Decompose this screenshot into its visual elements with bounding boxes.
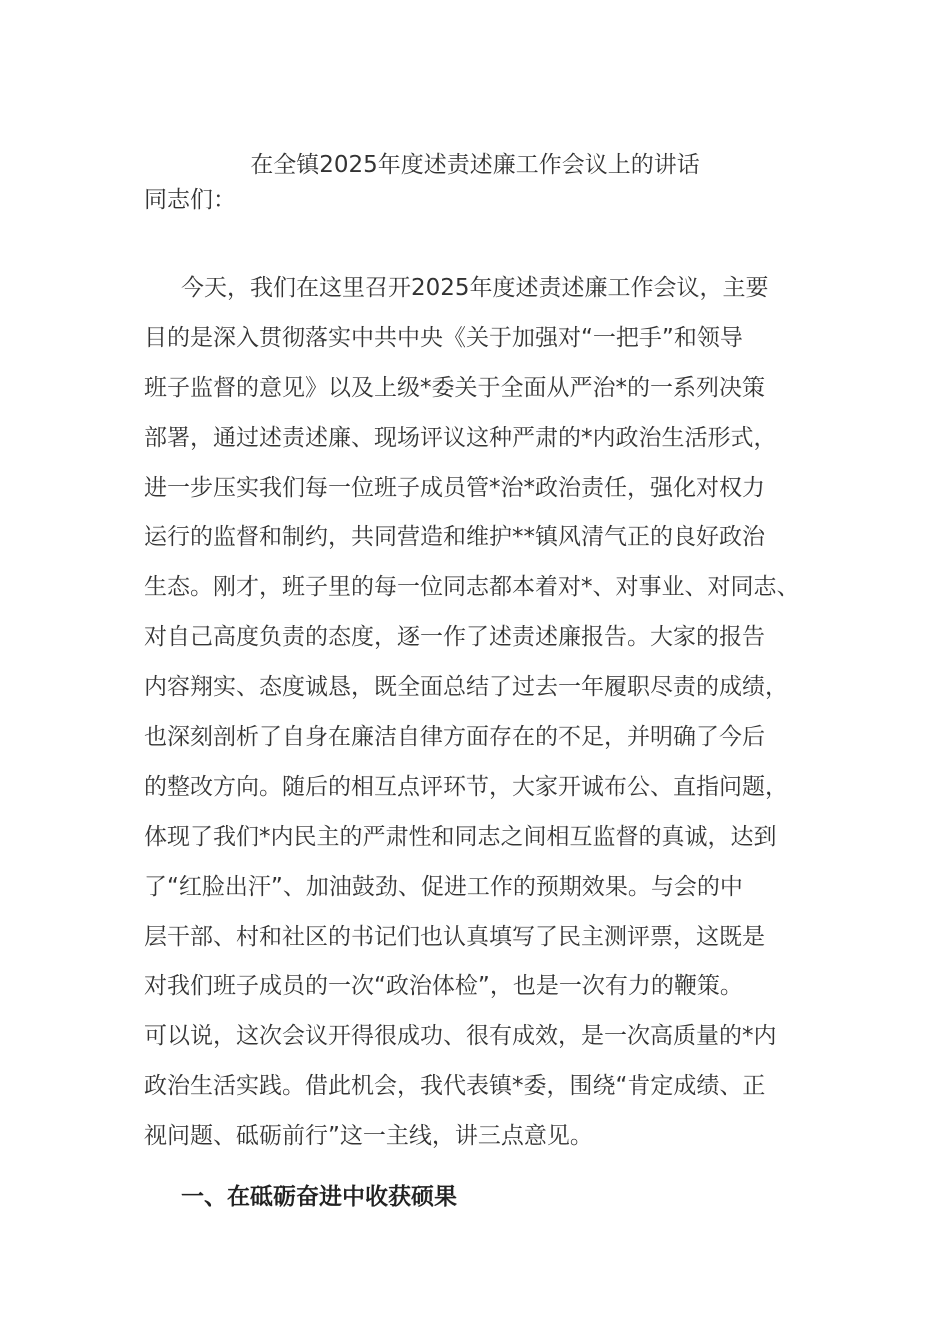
opening-paragraph [144, 271, 834, 1169]
document-title: 在全镇2025年度述责述廉工作会议上的讲话 [250, 152, 700, 178]
paragraph-line: 层干部、村和社区的书记们也认真填写了民主测评票，这既是 [144, 923, 765, 950]
paragraph-line: 进一步压实我们每一位班子成员管*治*政治责任，强化对权力 [144, 474, 765, 501]
paragraph-line: 今天，我们在这里召开2025年度述责述廉工作会议，主要 [181, 275, 769, 301]
paragraph-line: 政治生活实践。借此机会，我代表镇*委，围绕“肯定成绩、正 [144, 1073, 766, 1100]
paragraph-line: 内容翔实、态度诚恳，既全面总结了过去一年履职尽责的成绩， [144, 674, 788, 701]
paragraph-line: 对我们班子成员的一次“政治体检”，也是一次有力的鞭策。 [144, 973, 743, 1000]
paragraph-line: 部署，通过述责述廉、现场评议这种严肃的*内政治生活形式， [144, 424, 777, 451]
section-heading: 一、在砥砺奋进中收获硕果 [181, 1184, 457, 1210]
paragraph-line: 视问题、砥砺前行”这一主线，讲三点意见。 [144, 1123, 593, 1150]
paragraph-line: 对自己高度负责的态度，逐一作了述责述廉报告。大家的报告 [144, 624, 765, 651]
paragraph-line: 可以说，这次会议开得很成功、很有成效，是一次高质量的*内 [144, 1023, 777, 1050]
paragraph-line: 目的是深入贯彻落实中共中央《关于加强对“一把手”和领导 [144, 324, 743, 351]
paragraph-line: 运行的监督和制约，共同营造和维护**镇风清气正的良好政治 [144, 524, 765, 551]
paragraph-line: 的整改方向。随后的相互点评环节，大家开诚布公、直指问题， [144, 773, 788, 800]
paragraph-line: 也深刻剖析了自身在廉洁自律方面存在的不足，并明确了今后 [144, 724, 765, 751]
salutation: 同志们： [144, 187, 236, 213]
paragraph-line: 了“红脸出汗”、加油鼓劲、促进工作的预期效果。与会的中 [144, 873, 743, 900]
paragraph-line: 班子监督的意见》以及上级*委关于全面从严治*的一系列决策 [144, 374, 765, 401]
paragraph-line: 体现了我们*内民主的严肃性和同志之间相互监督的真诚，达到 [144, 823, 777, 850]
paragraph-line: 生态。刚才，班子里的每一位同志都本着对*、对事业、对同志、 [144, 574, 800, 601]
